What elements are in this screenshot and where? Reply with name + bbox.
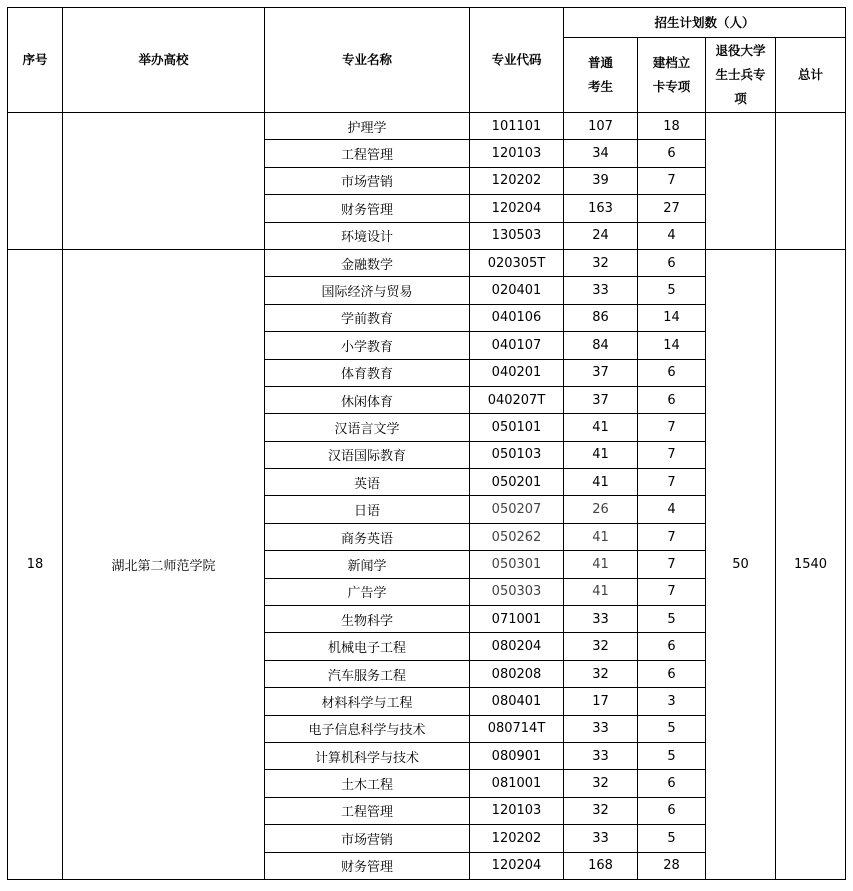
enrollment-plan-table (7, 7, 846, 880)
poverty-count-cell: 5 (638, 742, 706, 769)
table-row (8, 249, 846, 276)
poverty-count-cell: 6 (638, 660, 706, 687)
regular-count-cell: 86 (564, 304, 638, 331)
poverty-count-cell: 3 (638, 688, 706, 715)
poverty-count-cell: 6 (638, 797, 706, 824)
major-code-cell: 050303 (470, 578, 564, 605)
major-name-cell: 广告学 (265, 578, 470, 605)
regular-count-cell: 41 (564, 578, 638, 605)
poverty-count-cell: 28 (638, 852, 706, 879)
regular-count-cell: 168 (564, 852, 638, 879)
veteran-count-cell: 50 (706, 249, 776, 879)
poverty-count-cell: 6 (638, 140, 706, 167)
major-code-cell: 130503 (470, 222, 564, 249)
major-code-cell: 050207 (470, 496, 564, 523)
regular-count-cell: 37 (564, 386, 638, 413)
poverty-count-cell: 7 (638, 578, 706, 605)
poverty-count-cell: 7 (638, 167, 706, 194)
continued-index-cell (8, 113, 63, 250)
regular-count-cell: 33 (564, 606, 638, 633)
major-name-cell: 材料科学与工程 (265, 688, 470, 715)
header-major-code: 专业代码 (470, 8, 564, 113)
major-name-cell: 生物科学 (265, 606, 470, 633)
major-name-cell: 汽车服务工程 (265, 660, 470, 687)
major-code-cell: 050101 (470, 414, 564, 441)
poverty-count-cell: 14 (638, 332, 706, 359)
header-regular (564, 38, 638, 113)
header-poverty-line2: 卡专项 (652, 79, 691, 94)
major-name-cell: 护理学 (265, 113, 470, 140)
regular-count-cell: 32 (564, 249, 638, 276)
header-veteran (706, 38, 776, 113)
major-name-cell: 机械电子工程 (265, 633, 470, 660)
major-name-cell: 财务管理 (265, 195, 470, 222)
major-name-cell: 新闻学 (265, 551, 470, 578)
major-name-cell: 财务管理 (265, 852, 470, 879)
poverty-count-cell: 7 (638, 523, 706, 550)
regular-count-cell: 41 (564, 469, 638, 496)
regular-count-cell: 32 (564, 770, 638, 797)
major-name-cell: 休闲体育 (265, 386, 470, 413)
poverty-count-cell: 5 (638, 277, 706, 304)
regular-count-cell: 33 (564, 715, 638, 742)
header-regular-line1: 普通 (587, 55, 613, 70)
major-code-cell: 040106 (470, 304, 564, 331)
poverty-count-cell: 18 (638, 113, 706, 140)
major-code-cell: 120202 (470, 825, 564, 852)
header-poverty (638, 38, 706, 113)
major-code-cell: 080401 (470, 688, 564, 715)
regular-count-cell: 84 (564, 332, 638, 359)
major-code-cell: 120204 (470, 195, 564, 222)
regular-count-cell: 33 (564, 825, 638, 852)
regular-count-cell: 33 (564, 742, 638, 769)
major-name-cell: 计算机科学与技术 (265, 742, 470, 769)
major-name-cell: 汉语国际教育 (265, 441, 470, 468)
regular-count-cell: 32 (564, 633, 638, 660)
poverty-count-cell: 7 (638, 441, 706, 468)
major-name-cell: 工程管理 (265, 797, 470, 824)
regular-count-cell: 33 (564, 277, 638, 304)
major-code-cell: 081001 (470, 770, 564, 797)
major-name-cell: 国际经济与贸易 (265, 277, 470, 304)
header-total: 总计 (776, 38, 846, 113)
major-code-cell: 050103 (470, 441, 564, 468)
regular-count-cell: 107 (564, 113, 638, 140)
major-code-cell: 080204 (470, 633, 564, 660)
regular-count-cell: 41 (564, 441, 638, 468)
poverty-count-cell: 6 (638, 386, 706, 413)
major-code-cell: 020305T (470, 249, 564, 276)
poverty-count-cell: 7 (638, 469, 706, 496)
major-code-cell: 120103 (470, 140, 564, 167)
major-name-cell: 工程管理 (265, 140, 470, 167)
major-name-cell: 英语 (265, 469, 470, 496)
major-name-cell: 日语 (265, 496, 470, 523)
major-code-cell: 101101 (470, 113, 564, 140)
major-code-cell: 040107 (470, 332, 564, 359)
major-name-cell: 电子信息科学与技术 (265, 715, 470, 742)
poverty-count-cell: 7 (638, 414, 706, 441)
poverty-count-cell: 6 (638, 249, 706, 276)
poverty-count-cell: 14 (638, 304, 706, 331)
regular-count-cell: 24 (564, 222, 638, 249)
major-name-cell: 商务英语 (265, 523, 470, 550)
major-code-cell: 050301 (470, 551, 564, 578)
header-plan-group: 招生计划数（人） (564, 8, 846, 38)
table-header (8, 8, 846, 113)
continued-school-cell (63, 113, 265, 250)
poverty-count-cell: 6 (638, 633, 706, 660)
major-code-cell: 120204 (470, 852, 564, 879)
major-code-cell: 050201 (470, 469, 564, 496)
major-name-cell: 市场营销 (265, 167, 470, 194)
header-major-name: 专业名称 (265, 8, 470, 113)
regular-count-cell: 17 (564, 688, 638, 715)
major-code-cell: 071001 (470, 606, 564, 633)
major-code-cell: 050262 (470, 523, 564, 550)
major-code-cell: 040207T (470, 386, 564, 413)
regular-count-cell: 41 (564, 551, 638, 578)
continued-veteran-cell (706, 113, 776, 250)
major-code-cell: 120103 (470, 797, 564, 824)
major-code-cell: 120202 (470, 167, 564, 194)
regular-count-cell: 41 (564, 523, 638, 550)
major-name-cell: 土木工程 (265, 770, 470, 797)
poverty-count-cell: 7 (638, 551, 706, 578)
table-row (8, 113, 846, 140)
poverty-count-cell: 5 (638, 715, 706, 742)
regular-count-cell: 39 (564, 167, 638, 194)
header-regular-line2: 考生 (587, 79, 613, 94)
school-index-cell: 18 (8, 249, 63, 879)
poverty-count-cell: 6 (638, 770, 706, 797)
major-name-cell: 学前教育 (265, 304, 470, 331)
header-poverty-line1: 建档立 (652, 55, 691, 70)
major-name-cell: 汉语言文学 (265, 414, 470, 441)
header-veteran-line3: 项 (734, 91, 747, 106)
poverty-count-cell: 5 (638, 606, 706, 633)
header-school: 举办高校 (63, 8, 265, 113)
continued-total-cell (776, 113, 846, 250)
header-veteran-line2: 生士兵专 (715, 67, 766, 82)
poverty-count-cell: 5 (638, 825, 706, 852)
header-veteran-line1: 退役大学 (715, 43, 766, 58)
table-body (8, 113, 846, 880)
major-code-cell: 080208 (470, 660, 564, 687)
header-index: 序号 (8, 8, 63, 113)
poverty-count-cell: 4 (638, 222, 706, 249)
regular-count-cell: 32 (564, 660, 638, 687)
regular-count-cell: 34 (564, 140, 638, 167)
major-name-cell: 金融数学 (265, 249, 470, 276)
poverty-count-cell: 6 (638, 359, 706, 386)
regular-count-cell: 41 (564, 414, 638, 441)
regular-count-cell: 163 (564, 195, 638, 222)
school-name-cell: 湖北第二师范学院 (63, 249, 265, 879)
poverty-count-cell: 27 (638, 195, 706, 222)
major-name-cell: 小学教育 (265, 332, 470, 359)
poverty-count-cell: 4 (638, 496, 706, 523)
regular-count-cell: 32 (564, 797, 638, 824)
major-code-cell: 020401 (470, 277, 564, 304)
major-code-cell: 080714T (470, 715, 564, 742)
regular-count-cell: 26 (564, 496, 638, 523)
major-name-cell: 体育教育 (265, 359, 470, 386)
regular-count-cell: 37 (564, 359, 638, 386)
major-code-cell: 080901 (470, 742, 564, 769)
school-total-cell: 1540 (776, 249, 846, 879)
major-code-cell: 040201 (470, 359, 564, 386)
major-name-cell: 市场营销 (265, 825, 470, 852)
major-name-cell: 环境设计 (265, 222, 470, 249)
